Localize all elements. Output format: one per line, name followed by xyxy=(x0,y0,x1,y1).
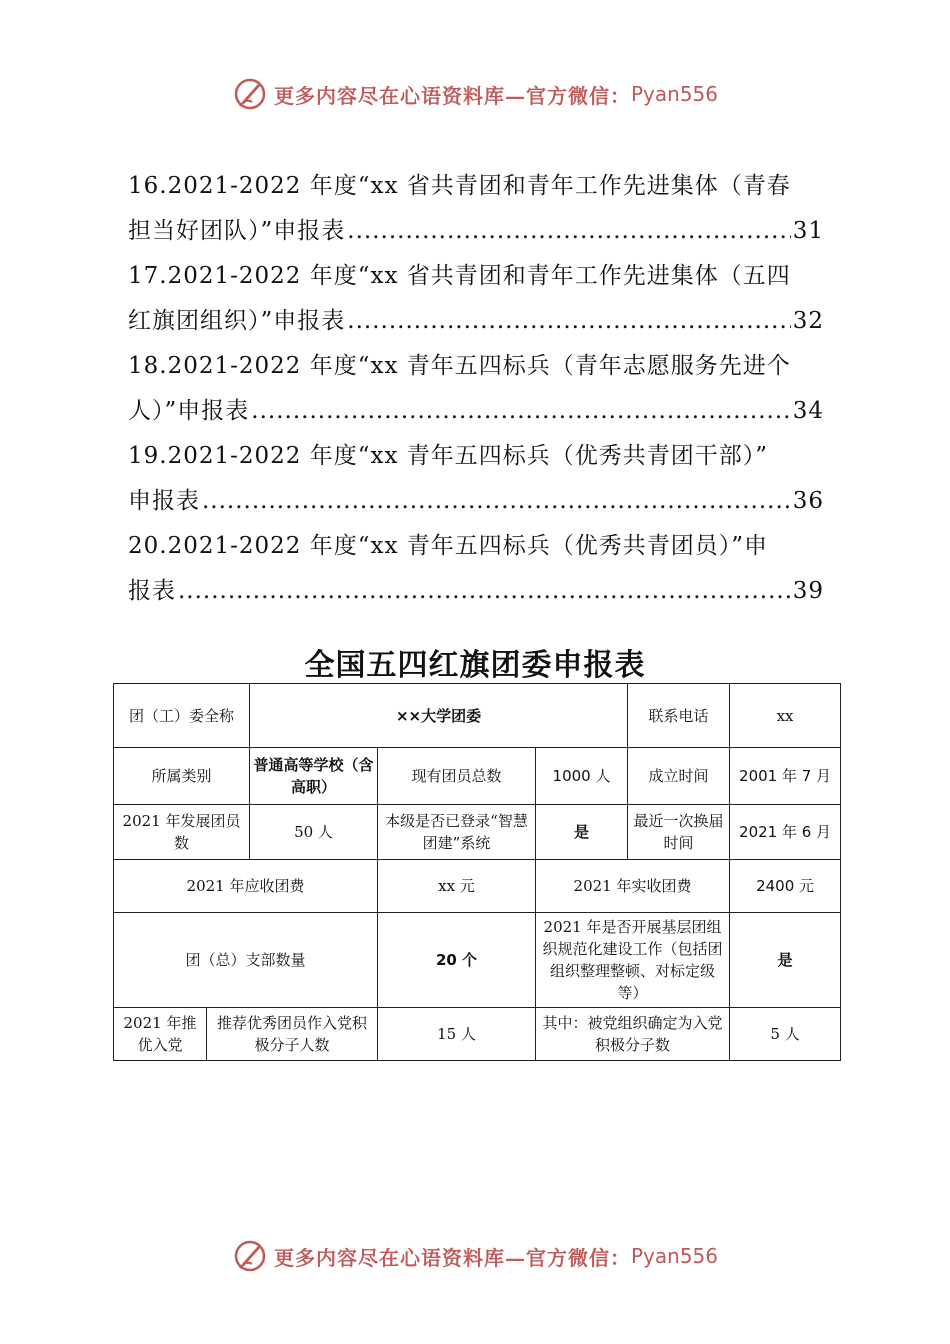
header-watermark xyxy=(0,74,950,114)
toc-entry-title: 18.2021-2022 年度“xx 青年五四标兵（青年志愿服务先进个 xyxy=(128,353,791,379)
table-row xyxy=(114,1008,841,1061)
value-standardization: 是 xyxy=(730,913,841,1008)
toc-entry[interactable] xyxy=(128,344,824,434)
label-standardization: 2021 年是否开展基层团组织规范化建设工作（包括团组织整理整顿、对标定级等） xyxy=(536,913,730,1008)
table-row xyxy=(114,860,841,913)
toc-dot-leader xyxy=(178,569,791,614)
toc-entry-title-cont: 人）”申报表 xyxy=(128,398,250,424)
footer-watermark xyxy=(0,1236,950,1276)
toc-entry-title: 17.2021-2022 年度“xx 省共青团和青年工作先进集体（五四 xyxy=(128,263,791,289)
value-branches: 20 个 xyxy=(378,913,536,1008)
toc-page-number: 31 xyxy=(792,218,824,244)
banner-text: 更多内容尽在心语资料库—官方微信： xyxy=(273,83,631,108)
toc-entry-title-cont: 申报表 xyxy=(128,488,200,514)
pen-logo-icon xyxy=(232,76,268,112)
label-recommended: 推荐优秀团员作入党积极分子人数 xyxy=(207,1008,378,1061)
label-fee-received: 2021 年实收团费 xyxy=(536,860,730,913)
value-fee-received: 2400 元 xyxy=(730,860,841,913)
table-row xyxy=(114,805,841,860)
label-category: 所属类别 xyxy=(114,748,250,805)
toc-dot-leader xyxy=(347,299,790,344)
value-phone: xx xyxy=(730,684,841,748)
label-full-name: 团（工）委全称 xyxy=(114,684,250,748)
table-row xyxy=(114,748,841,805)
value-fee-due: xx 元 xyxy=(378,860,536,913)
toc-dot-leader xyxy=(202,479,791,524)
toc-entry-title-cont: 担当好团队）”申报表 xyxy=(128,218,346,244)
banner-text: 更多内容尽在心语资料库—官方微信： xyxy=(273,1245,631,1270)
toc-page-number: 36 xyxy=(792,488,824,514)
value-established: 2001 年 7 月 xyxy=(730,748,841,805)
value-members: 1000 人 xyxy=(536,748,628,805)
toc-entry[interactable] xyxy=(128,254,824,344)
label-fee-due: 2021 年应收团费 xyxy=(114,860,378,913)
label-recommend-year: 2021 年推优入党 xyxy=(114,1008,207,1061)
value-full-name: ××大学团委 xyxy=(250,684,628,748)
toc-page-number: 32 xyxy=(792,308,824,334)
toc-entry-title-cont: 红旗团组织）”申报表 xyxy=(128,308,346,334)
application-form-table xyxy=(113,683,841,1061)
banner-id: Pyan556 xyxy=(630,82,718,106)
value-confirmed: 5 人 xyxy=(730,1008,841,1061)
value-zhihui-system: 是 xyxy=(536,805,628,860)
value-new-members: 50 人 xyxy=(250,805,378,860)
toc-entry[interactable] xyxy=(128,434,824,524)
table-row xyxy=(114,684,841,748)
value-recommended: 15 人 xyxy=(378,1008,536,1061)
table-row xyxy=(114,913,841,1008)
label-reelection: 最近一次换届时间 xyxy=(628,805,730,860)
label-zhihui-system: 本级是否已登录“智慧团建”系统 xyxy=(378,805,536,860)
toc-entry-title: 19.2021-2022 年度“xx 青年五四标兵（优秀共青团干部）” xyxy=(128,443,768,469)
value-reelection: 2021 年 6 月 xyxy=(730,805,841,860)
label-new-members: 2021 年发展团员数 xyxy=(114,805,250,860)
label-established: 成立时间 xyxy=(628,748,730,805)
toc-page-number: 39 xyxy=(792,578,824,604)
form-title: 全国五四红旗团委申报表 xyxy=(304,648,646,683)
label-members: 现有团员总数 xyxy=(378,748,536,805)
toc-entry[interactable] xyxy=(128,524,824,614)
toc-entry-title-cont: 报表 xyxy=(128,578,176,604)
label-phone: 联系电话 xyxy=(628,684,730,748)
pen-logo-icon xyxy=(232,1238,268,1274)
label-confirmed: 其中：被党组织确定为入党积极分子数 xyxy=(536,1008,730,1061)
banner-id: Pyan556 xyxy=(630,1244,718,1268)
toc-page-number: 34 xyxy=(792,398,824,424)
table-of-contents xyxy=(128,164,824,614)
value-category: 普通高等学校（含高职） xyxy=(250,748,378,805)
toc-entry-title: 20.2021-2022 年度“xx 青年五四标兵（优秀共青团员）”申 xyxy=(128,533,768,559)
toc-dot-leader xyxy=(251,389,790,434)
toc-entry[interactable] xyxy=(128,164,824,254)
toc-entry-title: 16.2021-2022 年度“xx 省共青团和青年工作先进集体（青春 xyxy=(128,173,791,199)
label-branches: 团（总）支部数量 xyxy=(114,913,378,1008)
toc-dot-leader xyxy=(347,209,790,254)
